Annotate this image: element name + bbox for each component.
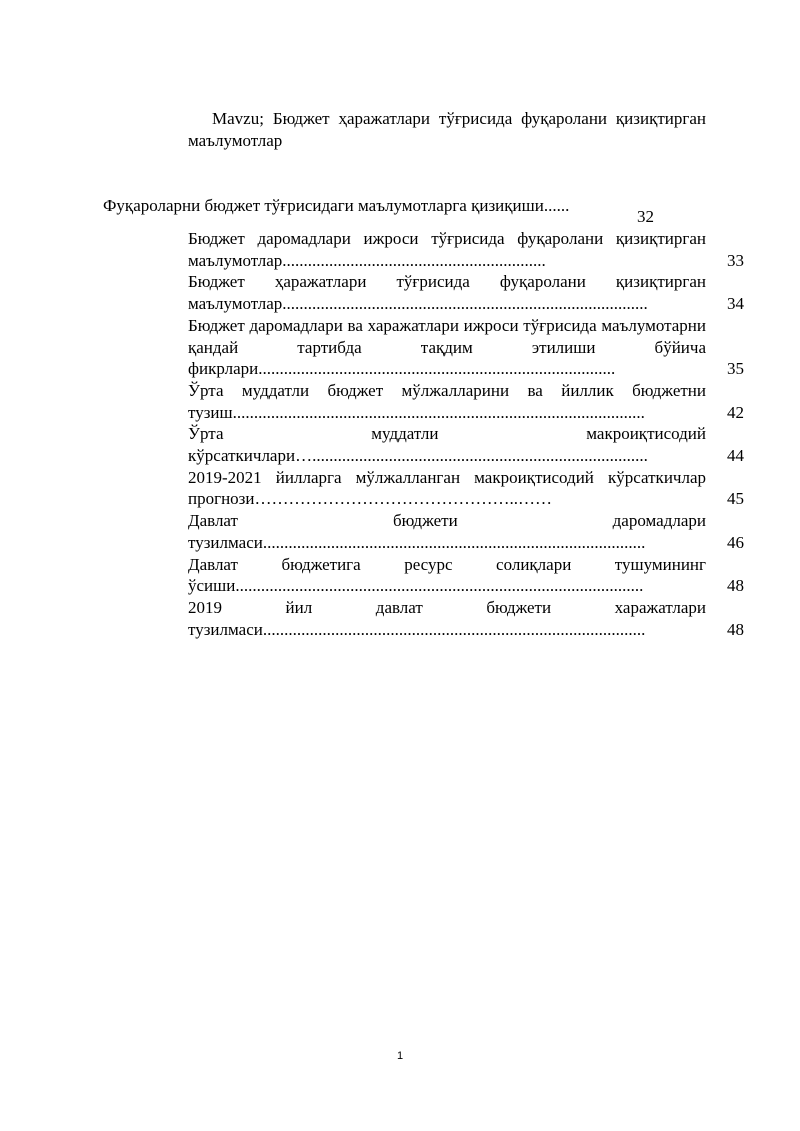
toc-entry [188,380,744,423]
toc-entry [188,315,744,380]
toc-entry [188,467,744,510]
toc-entry [188,597,744,640]
toc-entry-page: 46 [727,532,744,552]
toc-entry [188,271,744,314]
toc-entry [188,228,744,271]
toc-entry [188,423,744,466]
toc-entry-page: 48 [727,576,744,596]
section-page-number: 32 [637,207,654,226]
toc-entry-page: 45 [727,489,744,509]
toc-entry-page: 48 [727,619,744,639]
toc-entry-text: 2019 йил давлат бюджети харажатлари тузилмаси.......................................................................................... [188,597,706,639]
toc-entry-page: 35 [727,359,744,379]
toc-entry-text: Ўрта муддатли бюджет мўлжалларини ва йиллик бюджетни тузиш................................................................................................. [188,380,706,422]
toc-entry-page: 34 [727,294,744,314]
toc-entry-text: Бюджет даромадлари ва харажатлари ижроси тўғрисида маълумотарни қандай тартибда тақдим этилиши бўйича фикрлари.................................................................................... [188,315,706,379]
page-number: 1 [396,1050,404,1062]
toc-entry-text: Ўрта муддатли макроиқтисодий кўрсаткичлари…............................................................................... [188,424,706,466]
toc-entry [188,554,744,597]
toc-entry-text: Бюджет ҳаражатлари тўғрисида фуқаролани қизиқтирган маълумотлар...................................................................................... [188,272,706,314]
table-of-contents [188,228,744,640]
document-heading: Mavzu; Бюджет ҳаражатлари тўғрисида фуқаролани қизиқтирган маълумотлар [188,109,706,150]
toc-entry-page: 42 [727,402,744,422]
toc-entry-text: Давлат бюджети даромадлари тузилмаси.......................................................................................... [188,511,706,552]
toc-entry-page: 33 [727,250,744,270]
toc-entry-text: Давлат бюджетига ресурс солиқлари тушумининг ўсиши................................................................................................ [188,554,706,596]
toc-entry-text: 2019-2021 йилларга мўлжалланган макроиқтисодий кўрсаткичлар прогнози………………………………………..…… [188,467,706,509]
toc-entry-page: 44 [727,446,744,466]
toc-entry [188,510,744,553]
toc-entry-text: Бюджет даромадлари ижроси тўғрисида фуқаролани қизиқтирган маълумотлар.............................................................. [188,229,706,270]
section-title: Фуқароларни бюджет тўғрисидаги маълумотларга қизиқиши...... [103,196,570,215]
